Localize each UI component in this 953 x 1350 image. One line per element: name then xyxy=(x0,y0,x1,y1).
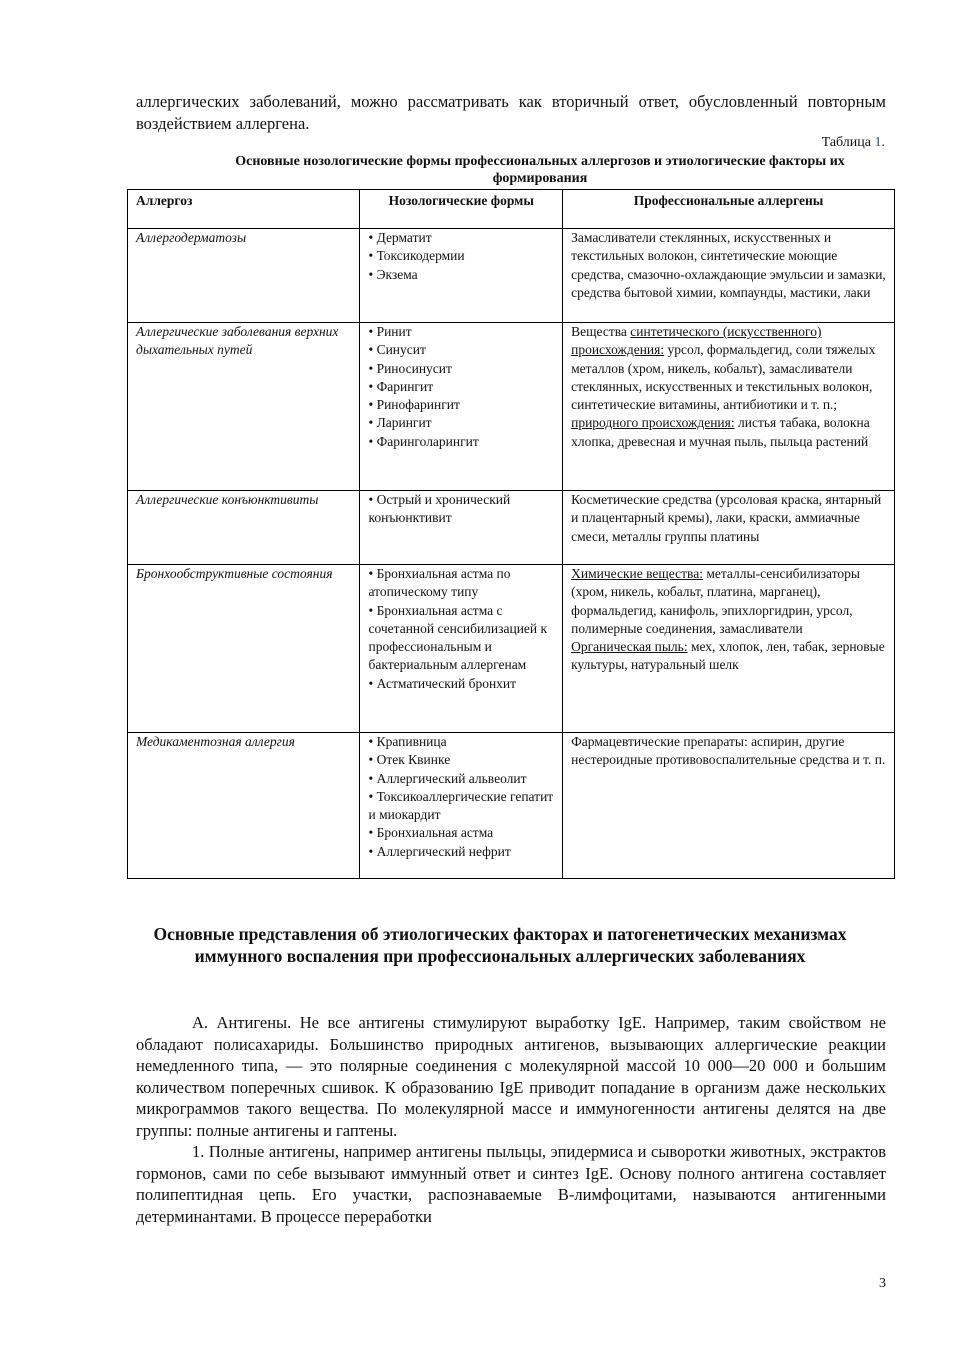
allergen-text: Косметические средства (урсоловая краска, янтарный и плацентарный кремы), лаки, краски, аммиачные смеси, металлы группы платины xyxy=(571,492,882,544)
cell-forms xyxy=(360,733,563,879)
form-item: • Крапивница xyxy=(368,734,447,749)
paragraph-full-antigens: 1. Полные антигены, например антигены пыльцы, эпидермиса и сыворотки животных, экстрактов гормонов, сами по себе вызывают иммунный ответ и синтез IgE. Основу полного антигена составляет полипептидная цепь. Его участки, распознаваемые B-лимфоцитами, называются антигенными детерминантами. В процессе переработки xyxy=(136,1142,886,1226)
table-row xyxy=(128,733,895,879)
form-item: • Аллергический альвеолит xyxy=(368,770,527,786)
form-item: • Токсикоаллергические гепатит и миокардит xyxy=(368,788,554,823)
intro-paragraph: аллергических заболеваний, можно рассматривать как вторичный ответ, обусловленный повторным воздействием аллергена. xyxy=(136,92,886,133)
paragraph-antigens: А. Антигены. Не все антигены стимулируют выработку IgE. Например, таким свойством не обладают полисахариды. Большинство природных антигенов, вызывающих аллергические реакции немедленного типа, — это полярные соединения с молекулярной массой 10 000—20 000 и большим количеством поперечных сшивок. К образованию IgE приводит попадание в организм даже нескольких микрограммов такого вещества. По молекулярной массе и иммуногенности антигены делятся на две группы: полные антигены и гаптены. xyxy=(136,1013,886,1140)
cell-allergens xyxy=(563,733,895,879)
cell-allergoz: Аллергические заболевания верхних дыхательных путей xyxy=(128,323,360,491)
form-item: • Ларингит xyxy=(368,415,432,431)
cell-allergoz: Аллергические конъюнктивиты xyxy=(128,491,360,565)
cell-forms xyxy=(360,323,563,491)
form-item: • Синусит xyxy=(368,342,426,358)
form-item: • Экзема xyxy=(368,266,418,282)
table-row xyxy=(128,229,895,323)
form-item: • Астматический бронхит xyxy=(368,675,517,691)
form-item: • Бронхиальная астма с сочетанной сенсибилизацией к профессиональным и бактериальным аллергенам xyxy=(368,602,548,673)
allergy-table xyxy=(127,189,895,879)
table-caption xyxy=(822,134,885,152)
form-item: • Бронхиальная астма по атопическому типу xyxy=(368,566,511,600)
allergen-category-label: Органическая пыль: xyxy=(571,639,688,655)
form-item: • Фаринголарингит xyxy=(368,433,479,449)
cell-forms xyxy=(360,491,563,565)
form-item: • Риносинусит xyxy=(368,360,452,376)
cell-allergoz: Аллергодерматозы xyxy=(128,229,360,323)
table-title: Основные нозологические формы профессиональных аллергозов и этиологические факторы их формирования xyxy=(235,154,845,186)
allergen-category-label: природного происхождения: xyxy=(571,415,735,431)
header-allergoz: Аллергоз xyxy=(128,190,360,229)
allergen-category-label: синтетического (искусственного) происхождения: xyxy=(571,324,822,358)
allergen-text: Фармацевтические препараты: аспирин, другие нестероидные противовоспалительные средства и т. п. xyxy=(571,734,886,768)
form-item: • Фарингит xyxy=(368,378,434,394)
allergen-text: Вещества xyxy=(571,324,631,339)
table-caption-number: 1 xyxy=(874,135,882,150)
cell-allergoz: Бронхообструктивные состояния xyxy=(128,565,360,733)
cell-allergens xyxy=(563,565,895,733)
table-body xyxy=(128,229,895,879)
form-item: • Отек Квинке xyxy=(368,752,451,768)
form-item: • Острый и хронический конъюнктивит xyxy=(368,492,511,526)
form-item: • Ринофарингит xyxy=(368,397,460,413)
cell-forms xyxy=(360,565,563,733)
table-header-row xyxy=(128,190,895,229)
cell-forms xyxy=(360,229,563,323)
form-item: • Аллергический нефрит xyxy=(368,843,511,859)
cell-allergens xyxy=(563,491,895,565)
allergen-text: Замасливатели стеклянных, искусственных и текстильных волокон, синтетические моющие средства, смазочно-охлаждающие эмульсии и замазки, средства бытовой химии, компаунды, мастики, лаки xyxy=(571,230,886,300)
form-item: • Токсикодермии xyxy=(368,248,465,264)
table-caption-prefix: Таблица xyxy=(821,135,875,150)
body-text xyxy=(136,1012,886,1227)
header-forms: Нозологические формы xyxy=(360,190,563,229)
form-item: • Бронхиальная астма xyxy=(368,825,494,841)
table-row xyxy=(128,323,895,491)
table-caption-suffix: . xyxy=(881,135,885,150)
allergen-category-label: Химические вещества: xyxy=(571,566,703,581)
allergen-text: листья табака, волокна хлопка, древесная и мучная пыль, пыльца растений xyxy=(571,415,870,449)
cell-allergoz: Медикаментозная аллергия xyxy=(128,733,360,879)
allergen-text: урсол, формальдегид, соли тяжелых металлов (хром, никель, кобальт), замасливатели стеклянных, искусственных и текстильных волокон, синтетические витамины, антибиотики и т. п.; xyxy=(571,342,876,413)
cell-allergens xyxy=(563,323,895,491)
allergen-text: металлы-сенсибилизаторы (хром, никель, кобальт, платина, марганец), формальдегид, канифоль, эпихлоргидрин, урсол, полимерные соединения, замасливатели xyxy=(571,566,860,636)
page-number: 3 xyxy=(879,1276,886,1291)
allergen-text: мех, хлопок, лен, табак, зерновые культуры, натуральный шелк xyxy=(571,639,885,673)
section-title: Основные представления об этиологических факторах и патогенетических механизмах иммунного воспаления при профессиональных аллергических заболеваниях xyxy=(153,924,847,966)
table-row xyxy=(128,491,895,565)
form-item: • Ринит xyxy=(368,324,412,339)
form-item: • Дерматит xyxy=(368,230,432,245)
cell-allergens xyxy=(563,229,895,323)
header-allergens: Профессиональные аллергены xyxy=(563,190,895,229)
table-row xyxy=(128,565,895,733)
